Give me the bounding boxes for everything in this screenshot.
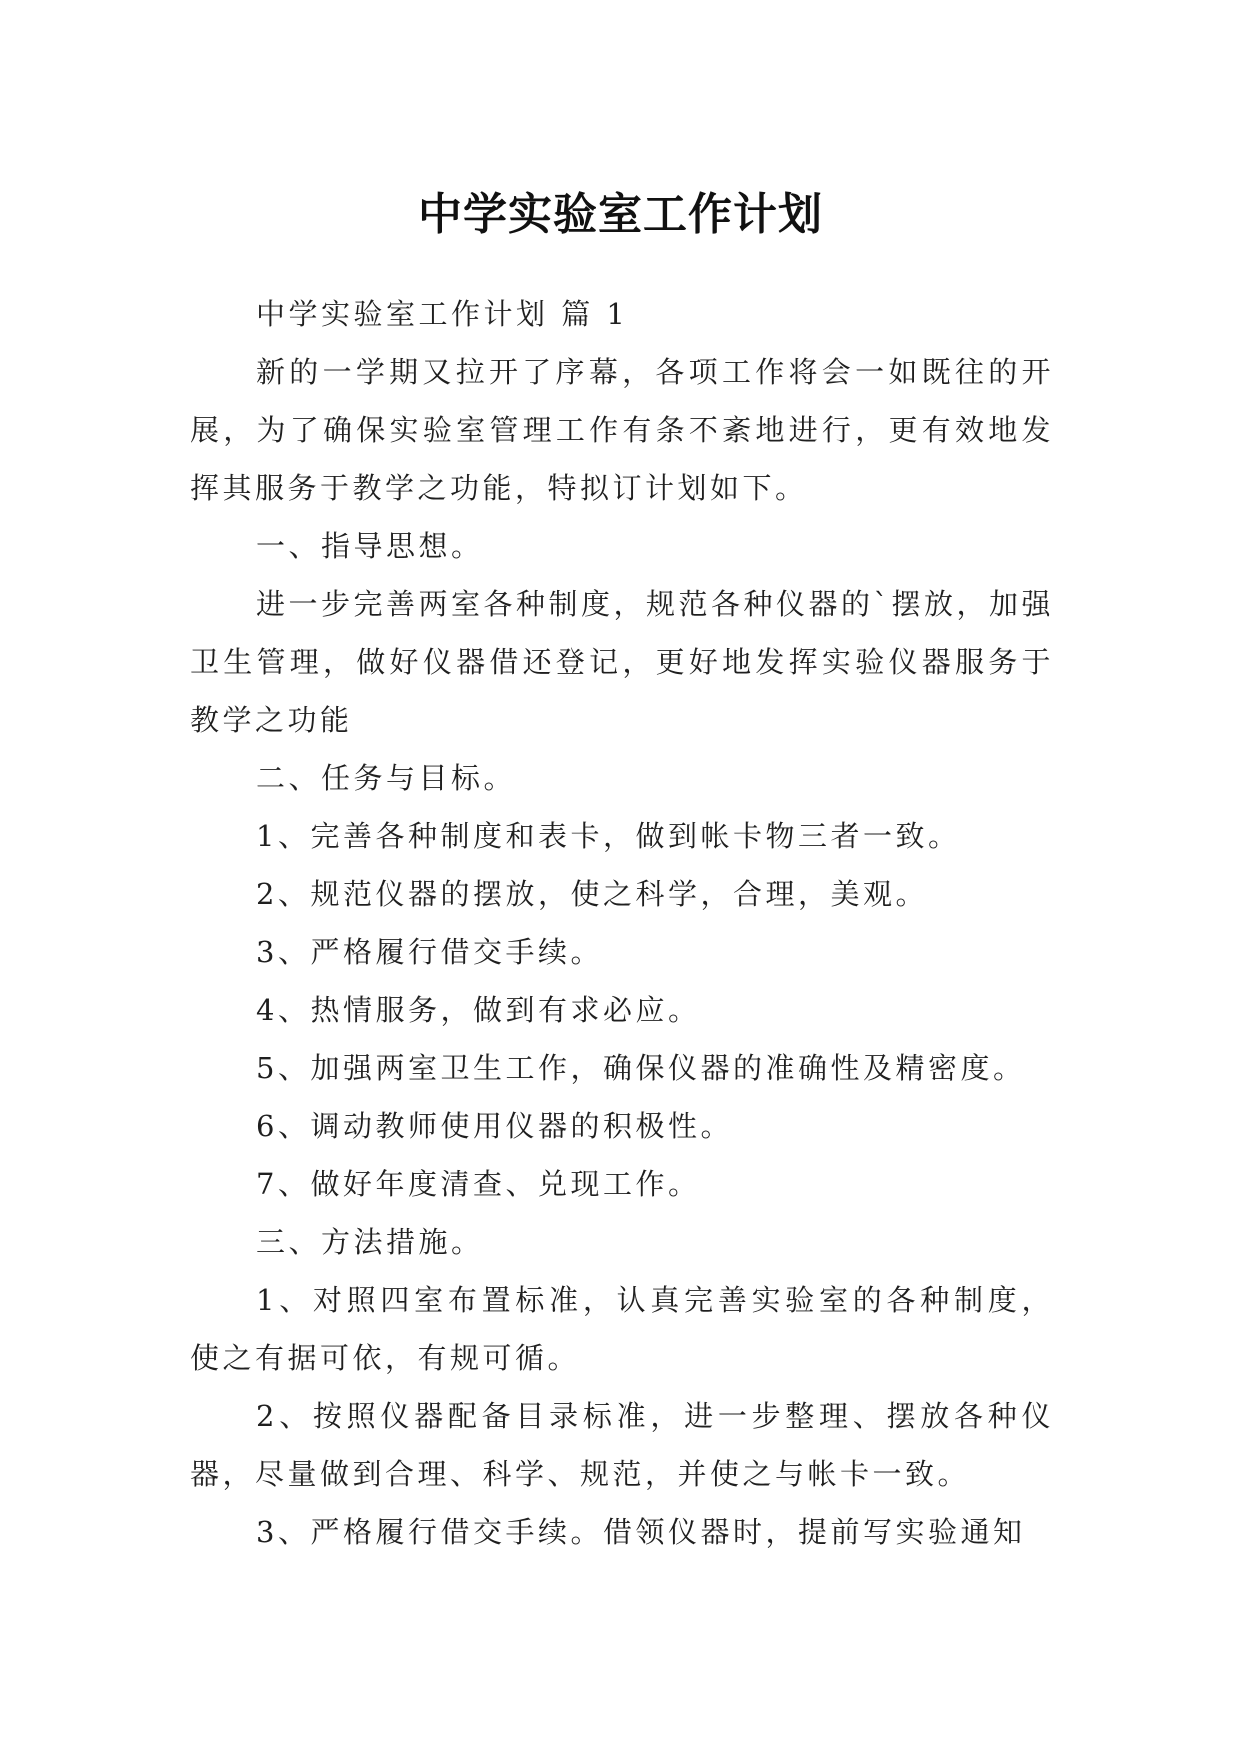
task-item-4: 4、热情服务，做到有求必应。 — [256, 993, 701, 1027]
method-item-3: 3、严格履行借交手续。借领仪器时，提前写实验通知 — [256, 1515, 1026, 1549]
task-item-1: 1、完善各种制度和表卡，做到帐卡物三者一致。 — [256, 819, 961, 853]
guiding-thought-paragraph: 进一步完善两室各种制度，规范各种仪器的`摆放，加强卫生管理，做好仪器借还登记，更好地发挥实验仪器服务于教学之功能 — [190, 587, 1055, 737]
method-item-2: 2、按照仪器配备目录标准，进一步整理、摆放各种仪器，尽量做到合理、科学、规范，并使之与帐卡一致。 — [190, 1399, 1054, 1491]
section-heading-methods: 三、方法措施。 — [256, 1225, 484, 1259]
section-heading-tasks-goals: 二、任务与目标。 — [256, 761, 517, 795]
task-item-5: 5、加强两室卫生工作，确保仪器的准确性及精密度。 — [256, 1051, 1026, 1085]
section-heading-plan-1: 中学实验室工作计划 篇 1 — [256, 297, 629, 331]
document-title: 中学实验室工作计划 — [418, 189, 823, 241]
task-item-6: 6、调动教师使用仪器的积极性。 — [256, 1109, 733, 1143]
task-item-7: 7、做好年度清查、兑现工作。 — [256, 1167, 701, 1201]
intro-paragraph: 新的一学期又拉开了序幕，各项工作将会一如既往的开展，为了确保实验室管理工作有条不紊地进行，更有效地发挥其服务于教学之功能，特拟订计划如下。 — [190, 355, 1054, 505]
task-item-3: 3、严格履行借交手续。 — [256, 935, 603, 969]
task-item-2: 2、规范仪器的摆放，使之科学，合理，美观。 — [256, 877, 928, 911]
method-item-1: 1、对照四室布置标准，认真完善实验室的各种制度，使之有据可依，有规可循。 — [190, 1283, 1054, 1375]
document-body — [190, 285, 1054, 1561]
section-heading-guiding-thought: 一、指导思想。 — [256, 529, 484, 563]
